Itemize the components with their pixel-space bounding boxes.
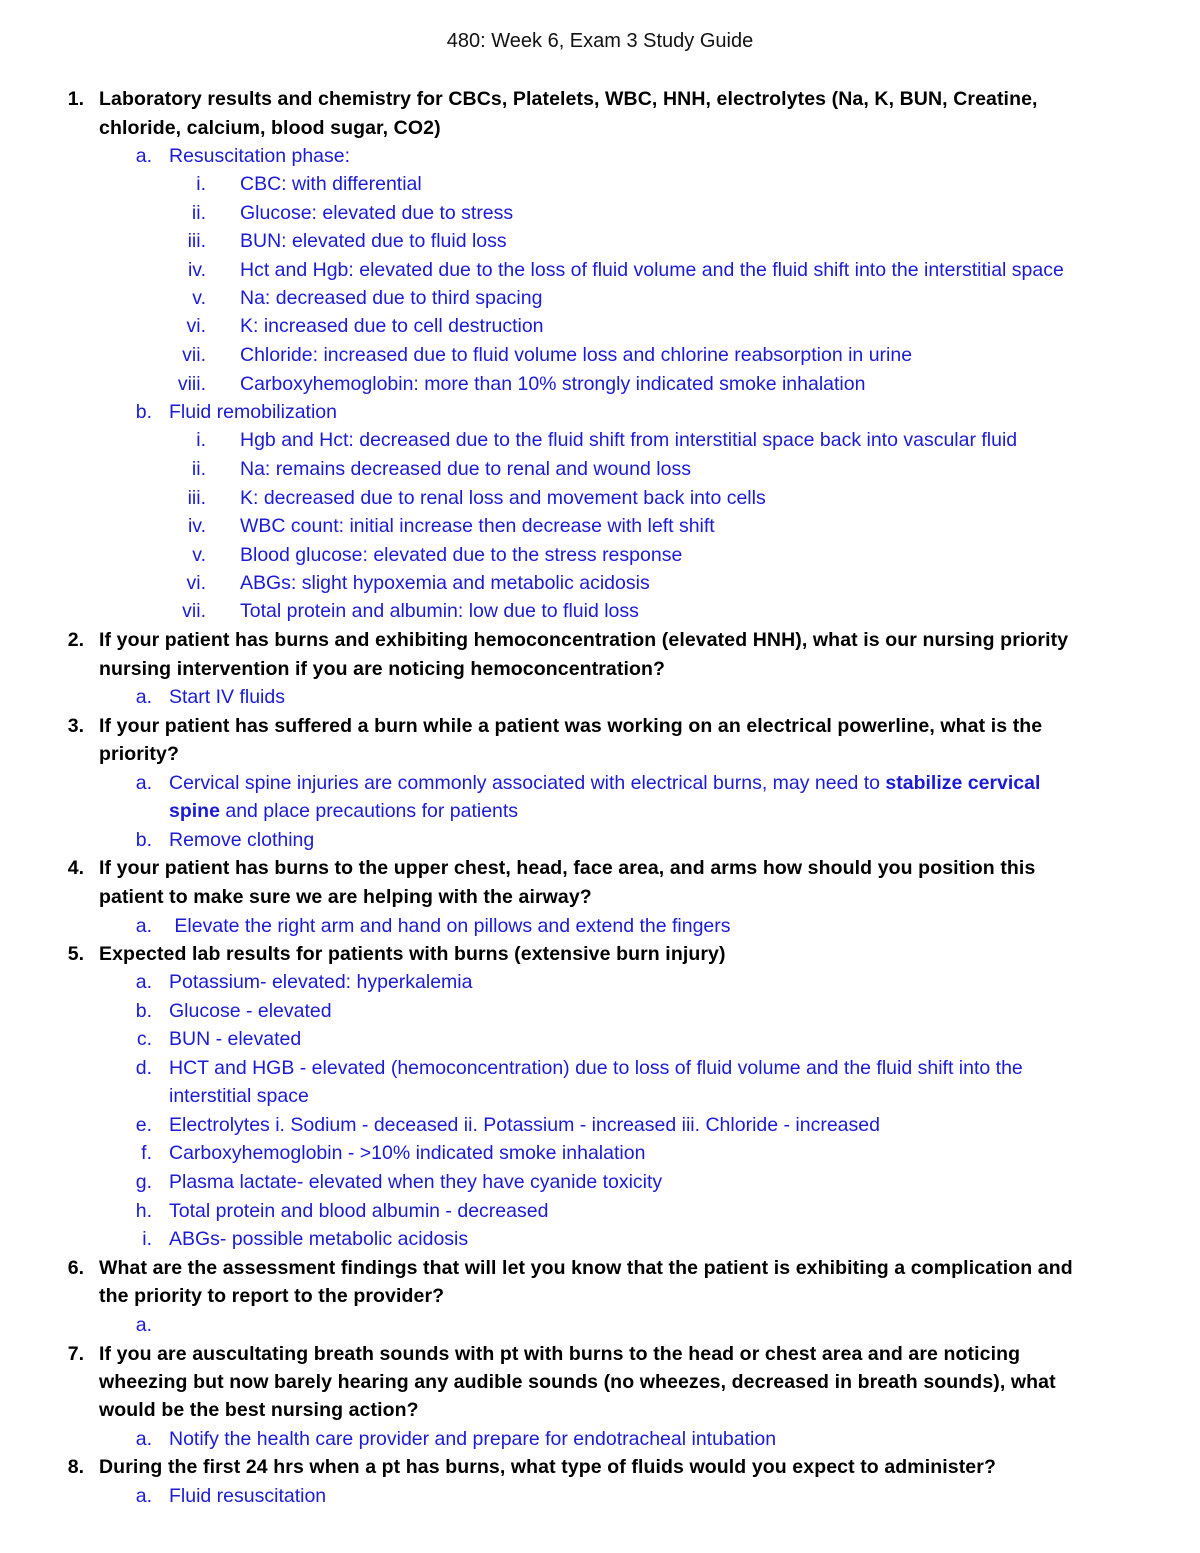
list-marker: e. [135,1114,152,1136]
answer-item: Carboxyhemoglobin: more than 10% strongly indicated smoke inhalation [240,373,866,395]
answer-item: K: increased due to cell destruction [240,315,544,337]
answer-item: Hct and Hgb: elevated due to the loss of fluid volume and the fluid shift into the interstitial space [240,259,1064,281]
question-text: Laboratory results and chemistry for CBCs, Platelets, WBC, HNH, electrolytes (Na, K, BUN, Creatine, [99,88,1038,110]
answer-item: Plasma lactate- elevated when they have cyanide toxicity [169,1171,663,1193]
list-marker: i. [196,173,206,195]
list-marker: ii. [191,458,206,480]
answer-item: Total protein and blood albumin - decreased [169,1200,549,1222]
question-text: If your patient has burns and exhibiting hemoconcentration (elevated HNH), what is our nursing priority [99,629,1069,651]
list-marker: vii. [182,344,206,366]
answer-item: Electrolytes i. Sodium - deceased ii. Potassium - increased iii. Chloride - increased [169,1114,880,1136]
answer-item: BUN: elevated due to fluid loss [240,230,507,252]
answer-item: Glucose: elevated due to stress [240,202,514,224]
question-text: chloride, calcium, blood sugar, CO2) [99,117,441,139]
answer-item [169,771,1040,795]
answer-item: CBC: with differential [240,173,422,195]
answer-item: Carboxyhemoglobin - >10% indicated smoke inhalation [169,1142,646,1164]
question-number: 1. [67,88,84,110]
answer-text: Cervical spine injuries are commonly associated with electrical burns, may need to [169,772,886,794]
list-marker: h. [135,1200,152,1222]
question-text: wheezing but now barely hearing any audible sounds (no wheezes, decreased in breath sounds), what [99,1371,1056,1393]
list-marker: vi. [186,572,206,594]
answer-item: Chloride: increased due to fluid volume loss and chlorine reabsorption in urine [240,344,913,366]
answer-item: Elevate the right arm and hand on pillows and extend the fingers [169,915,731,937]
question-text: nursing intervention if you are noticing hemoconcentration? [99,658,666,680]
question-number: 4. [67,857,84,879]
list-marker: a. [135,1485,152,1507]
answer-item: Total protein and albumin: low due to fluid loss [240,600,639,622]
list-marker: a. [135,1428,152,1450]
list-marker: a. [135,686,152,708]
answer-item-continued [169,799,518,823]
answer-item: ABGs- possible metabolic acidosis [169,1228,469,1250]
answer-item: WBC count: initial increase then decrease with left shift [240,515,715,537]
question-text: would be the best nursing action? [99,1399,419,1421]
emphasis-text: stabilize cervical [885,772,1041,794]
list-marker: v. [192,544,206,566]
question-number: 3. [67,715,84,737]
question-text: If you are auscultating breath sounds with pt with burns to the head or chest area and are noticing [99,1343,1021,1365]
list-marker: d. [135,1057,152,1079]
list-marker: i. [196,429,206,451]
list-marker: iii. [187,230,206,252]
answer-heading: Resuscitation phase: [169,145,351,167]
question-text: Expected lab results for patients with burns (extensive burn injury) [99,943,726,965]
question-text: During the first 24 hrs when a pt has burns, what type of fluids would you expect to administer? [99,1456,996,1478]
question-text: If your patient has suffered a burn while a patient was working on an electrical powerline, what is the [99,715,1043,737]
answer-item: Na: decreased due to third spacing [240,287,543,309]
answer-heading: Fluid remobilization [169,401,337,423]
answer-text: and place precautions for patients [219,800,519,822]
list-marker: a. [135,915,152,937]
answer-item: Fluid resuscitation [169,1485,327,1507]
list-marker: iii. [187,487,206,509]
question-number: 8. [67,1456,84,1478]
answer-item: ABGs: slight hypoxemia and metabolic acidosis [240,572,650,594]
answer-item: Na: remains decreased due to renal and wound loss [240,458,691,480]
list-marker: i. [142,1228,152,1250]
answer-item: Potassium- elevated: hyperkalemia [169,971,473,993]
list-marker: f. [141,1142,152,1164]
list-marker: a. [135,145,152,167]
list-marker: a. [135,971,152,993]
list-marker: iv. [187,259,206,281]
answer-item: Hgb and Hct: decreased due to the fluid shift from interstitial space back into vascular fluid [240,429,1018,451]
list-marker: a. [135,1314,152,1336]
list-marker: b. [135,829,152,851]
list-marker: viii. [177,373,206,395]
list-marker: c. [136,1028,152,1050]
answer-item: Glucose - elevated [169,1000,332,1022]
question-text: What are the assessment findings that will let you know that the patient is exhibiting a complication and [99,1257,1073,1279]
question-number: 7. [67,1343,84,1365]
answer-item: BUN - elevated [169,1028,302,1050]
question-text: If your patient has burns to the upper chest, head, face area, and arms how should you position this [99,857,1036,879]
list-marker: iv. [187,515,206,537]
answer-item: K: decreased due to renal loss and movement back into cells [240,487,766,509]
answer-item: HCT and HGB - elevated (hemoconcentration) due to loss of fluid volume and the fluid shift into the [169,1057,1023,1079]
list-marker: vi. [186,315,206,337]
answer-item: Blood glucose: elevated due to the stress response [240,544,683,566]
answer-item: Start IV fluids [169,686,285,708]
list-marker: vii. [182,600,206,622]
question-text: priority? [99,743,179,765]
emphasis-text: spine [169,800,220,822]
answer-item: Notify the health care provider and prepare for endotracheal intubation [169,1428,777,1450]
question-number: 5. [67,943,84,965]
list-marker: v. [192,287,206,309]
list-marker: ii. [191,202,206,224]
answer-item-continued: interstitial space [169,1085,309,1107]
question-number: 2. [67,629,84,651]
document-title: 480: Week 6, Exam 3 Study Guide [446,30,754,52]
list-marker: b. [135,1000,152,1022]
question-text: patient to make sure we are helping with the airway? [99,886,592,908]
question-text: the priority to report to the provider? [99,1285,445,1307]
question-number: 6. [67,1257,84,1279]
list-marker: a. [135,772,152,794]
list-marker: g. [135,1171,152,1193]
answer-item: Remove clothing [169,829,315,851]
list-marker: b. [135,401,152,423]
